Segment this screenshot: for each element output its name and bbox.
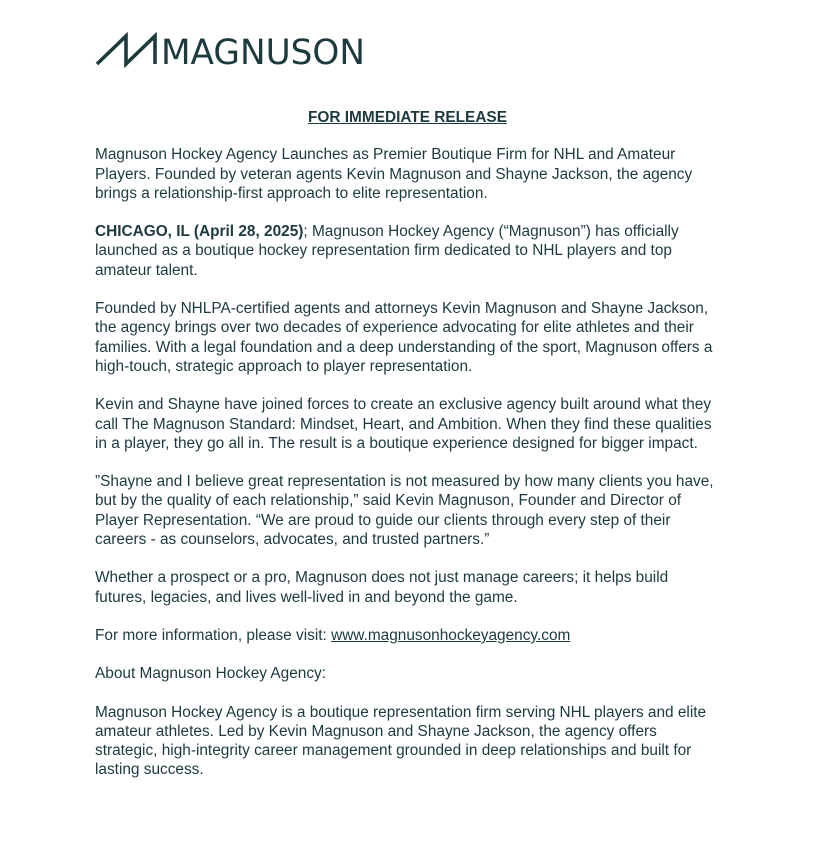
standard-paragraph: Kevin and Shayne have joined forces to create an exclusive agency built around what they call The Magnuson Standard: Mindset, Heart, and Ambition. When they find these qualities in a player, they go all in. The result is a boutique experience designed for bigger impact.: [95, 396, 712, 452]
dateline-body: ; Magnuson Hockey Agency (“Magnuson”) has officially launched as a boutique hockey representation firm dedicated to NHL players and top amateur talent.: [95, 223, 679, 279]
dateline: CHICAGO, IL (April 28, 2025): [95, 223, 304, 241]
more-info-label: For more information, please visit:: [95, 626, 332, 644]
logo-graphic: [95, 32, 367, 68]
about-paragraph: Magnuson Hockey Agency is a boutique representation firm serving NHL players and elite amateur athletes. Led by Kevin Magnuson and Shayne Jackson, the agency offers strategic, high-integrity career management grounded in deep relationships and built for lasting success.: [95, 703, 707, 779]
release-heading: FOR IMMEDIATE RELEASE: [308, 109, 507, 126]
founders-paragraph: Founded by NHLPA-certified agents and attorneys Kevin Magnuson and Shayne Jackson, the agency brings over two decades of experience advocating for elite athletes and their families. With a legal foundation and a deep understanding of the sport, Magnuson offers a high-touch, strategic approach to player representation.: [95, 300, 713, 375]
magnuson-logo: [95, 32, 367, 68]
more-info-paragraph: [95, 626, 720, 645]
logo-wordmark: MAGNUSON: [161, 33, 365, 68]
website-link[interactable]: www.magnusonhockeyagency.com: [331, 626, 571, 644]
quote-paragraph: ”Shayne and I believe great representation is not measured by how many clients you have, but by the quality of each relationship,” said Kevin Magnuson, Founder and Director of Player Representation. “We are proud to guide our clients through every step of their careers - as counselors, advocates, and trusted partners.”: [95, 473, 714, 549]
dateline-paragraph: [95, 222, 720, 280]
about-heading: About Magnuson Hockey Agency:: [95, 665, 327, 683]
logo-m-mark: [97, 36, 155, 64]
mission-paragraph: Whether a prospect or a pro, Magnuson does not just manage careers; it helps build futures, legacies, and lives well-lived in and beyond the game.: [95, 569, 669, 606]
intro-paragraph: Magnuson Hockey Agency Launches as Premier Boutique Firm for NHL and Amateur Players. Founded by veteran agents Kevin Magnuson and Shayne Jackson, the agency brings a relationship-first approach to elite representation.: [95, 146, 693, 202]
press-release-body: [95, 108, 720, 799]
